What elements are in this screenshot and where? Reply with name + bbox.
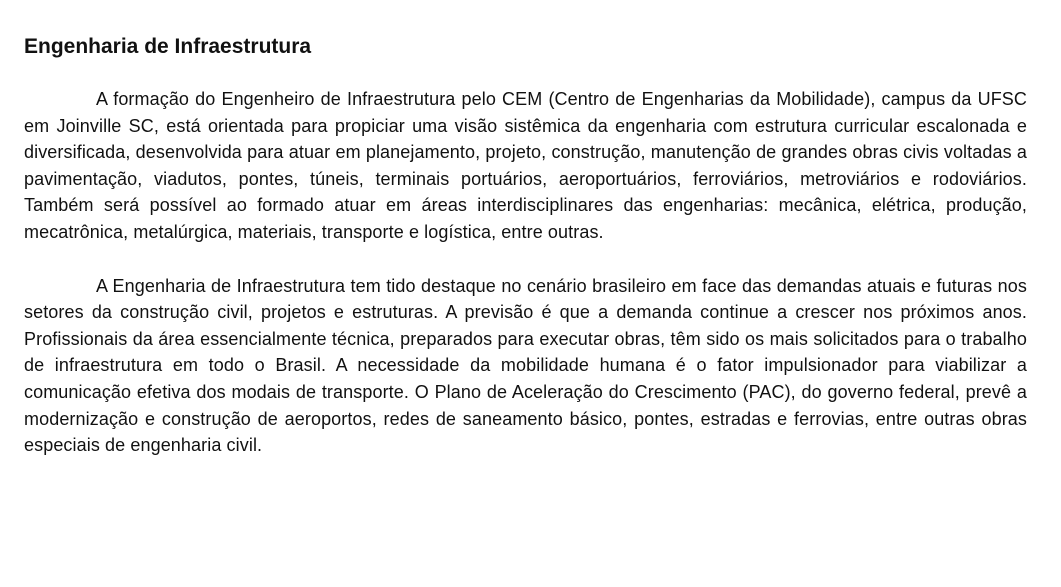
paragraph-cem-formation: A formação do Engenheiro de Infraestrutura pelo CEM (Centro de Engenharias da Mobilidade), campus da UFSC em Joinville SC, está orientada para propiciar uma visão sistêmica da engenharia com estrutura curricular escalonada e diversificada, desenvolvida para atuar em planejamento, projeto, construção, manutenção de grandes obras civis voltadas a pavimentação, viadutos, pontes, túneis, terminais portuários, aeroportuários, ferroviários, metroviários e rodoviários. Também será possível ao formado atuar em áreas interdisciplinares das engenharias: mecânica, elétrica, produção, mecatrônica, metalúrgica, materiais, transporte e logística, entre outras. xyxy=(24,89,1027,242)
paragraph-infrastructure-demand: A Engenharia de Infraestrutura tem tido destaque no cenário brasileiro em face das demandas atuais e futuras nos setores da construção civil, projetos e estruturas. A previsão é que a demanda continue a crescer nos próximos anos. Profissionais da área essencialmente técnica, preparados para executar obras, têm sido os mais solicitados para o trabalho de infraestrutura em todo o Brasil. A necessidade da mobilidade humana é o fator impulsionador para viabilizar a comunicação efetiva dos modais de transporte. O Plano de Aceleração do Crescimento (PAC), do governo federal, prevê a modernização e construção de aeroportos, redes de saneamento básico, pontes, estradas e ferrovias, entre outras obras especiais de engenharia civil. xyxy=(24,275,1027,456)
document-title: Engenharia de Infraestrutura xyxy=(24,35,312,58)
